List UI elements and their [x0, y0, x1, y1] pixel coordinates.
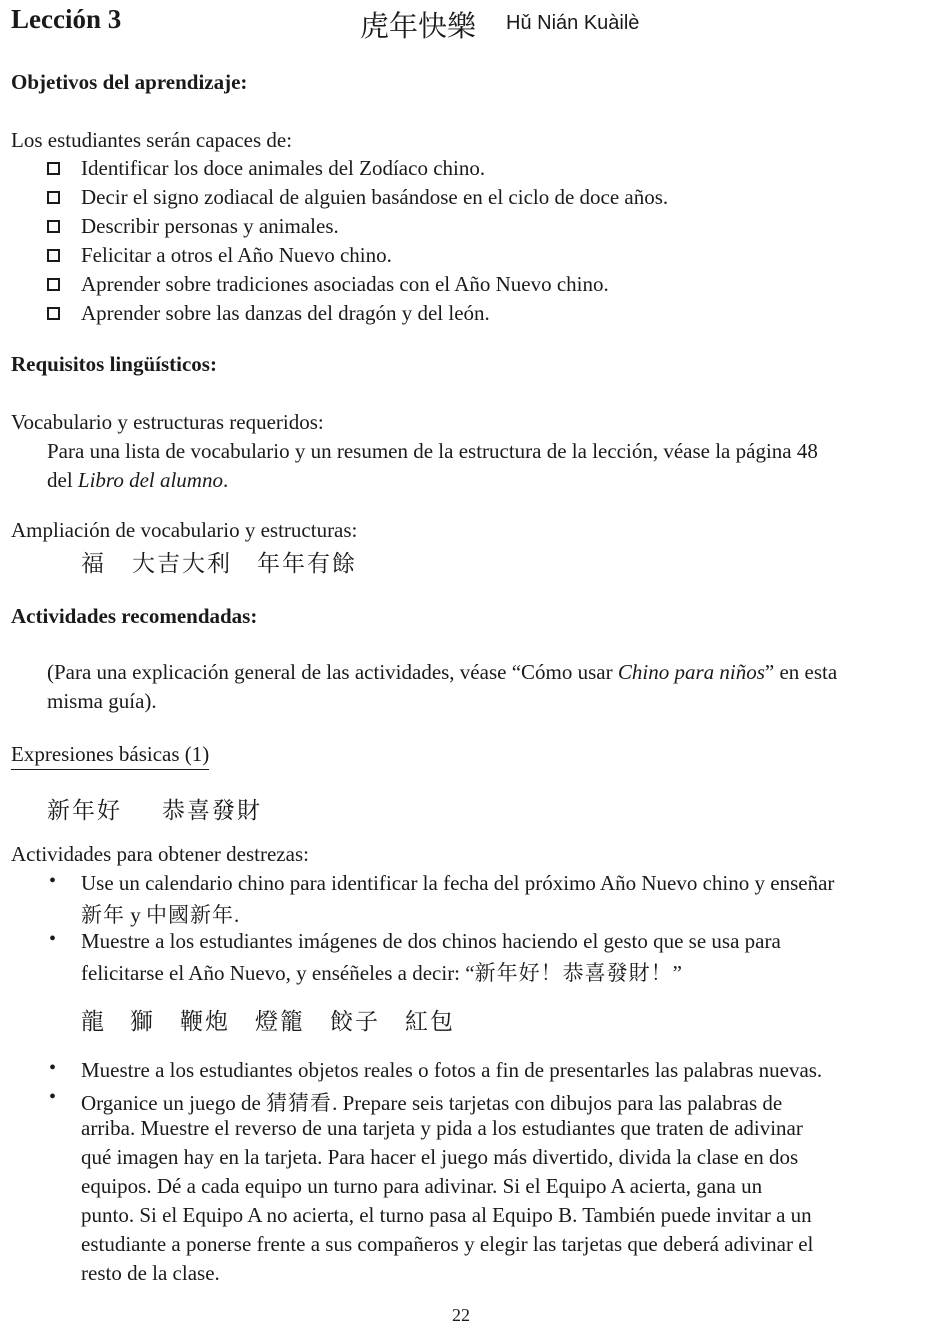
vocab-heading: Vocabulario y estructuras requeridos: — [11, 410, 324, 434]
objective-item: Decir el signo zodiacal de alguien basándose en el ciclo de doce años. — [81, 185, 669, 209]
bullet-icon: • — [49, 1057, 57, 1079]
page-number: 22 — [452, 1305, 470, 1325]
objective-item: Identificar los doce animales del Zodíaco chino. — [81, 156, 486, 180]
checkbox-icon — [47, 307, 60, 320]
vocab-word: 餃子 — [330, 1009, 380, 1035]
vocab-word: 鞭炮 — [180, 1009, 230, 1035]
skill-text-line: qué imagen hay en la tarjeta. Para hacer el juego más divertido, divida la clase en dos — [81, 1145, 799, 1169]
skill-text-line: Use un calendario chino para identificar la fecha del próximo Año Nuevo chino y enseñar — [81, 871, 835, 895]
bullet-icon: • — [49, 928, 57, 950]
vocab-word: 龍 — [81, 1009, 106, 1035]
requirements-heading: Requisitos lingüísticos: — [11, 352, 217, 376]
activities-note-line: (Para una explicación general de las actividades, véase “Cómo usar Chino para niños” en esta — [47, 660, 838, 684]
checkbox-icon — [47, 220, 60, 233]
extension-heading: Ampliación de vocabulario y estructuras: — [11, 518, 358, 542]
skill-text-line: 新年 y 中國新年. — [81, 903, 240, 927]
checkbox-icon — [47, 191, 60, 204]
objective-item: Describir personas y animales. — [81, 214, 339, 238]
vocab-text-line: del Libro del alumno. — [47, 468, 229, 492]
bullet-icon: • — [49, 1086, 57, 1108]
checkbox-icon — [47, 278, 60, 291]
extension-word: 年年有餘 — [257, 551, 357, 577]
objectives-heading: Objetivos del aprendizaje: — [11, 70, 248, 94]
skill-text-line: punto. Si el Equipo A no acierta, el turno pasa al Equipo B. También puede invitar a un — [81, 1203, 812, 1227]
skill-text-line: equipos. Dé a cada equipo un turno para adivinar. Si el Equipo A acierta, gana un — [81, 1174, 763, 1198]
objectives-intro: Los estudiantes serán capaces de: — [11, 128, 293, 152]
extension-word: 大吉大利 — [132, 551, 232, 577]
skill-text-line: Muestre a los estudiantes imágenes de dos chinos haciendo el gesto que se usa para — [81, 929, 781, 953]
skill-text-line: felicitarse el Año Nuevo, y enséñeles a decir: “新年好！恭喜發財！” — [81, 961, 682, 985]
skill-text-line: arriba. Muestre el reverso de una tarjeta y pida a los estudiantes que traten de adivinar — [81, 1116, 803, 1140]
lesson-title: Lección 3 — [11, 4, 122, 34]
checkbox-icon — [47, 162, 60, 175]
skill-text-line: Muestre a los estudiantes objetos reales o fotos a fin de presentarles las palabras nuevas. — [81, 1058, 823, 1082]
book-title: Chino para niños — [617, 660, 765, 684]
objective-item: Aprender sobre tradiciones asociadas con el Año Nuevo chino. — [81, 272, 609, 296]
activities-note-line: misma guía). — [47, 689, 157, 713]
bullet-icon: • — [49, 870, 57, 892]
book-title: Libro del alumno — [77, 468, 223, 492]
objective-item: Felicitar a otros el Año Nuevo chino. — [81, 243, 392, 267]
skill-text-line: resto de la clase. — [81, 1261, 220, 1285]
skills-heading: Actividades para obtener destrezas: — [11, 842, 309, 866]
checkbox-icon — [47, 249, 60, 262]
basic-expression: 恭喜發財 — [162, 798, 262, 824]
skill-text-line: Organice un juego de 猜猜看. Prepare seis tarjetas con dibujos para las palabras de — [81, 1091, 783, 1115]
vocab-word: 燈籠 — [255, 1009, 305, 1035]
vocab-word: 獅 — [130, 1009, 155, 1035]
basic-expression: 新年好 — [47, 798, 122, 824]
skill-text-line: estudiante a ponerse frente a sus compañeros y elegir las tarjetas que deberá adivinar el — [81, 1232, 814, 1256]
vocab-word: 紅包 — [405, 1009, 455, 1035]
objective-item: Aprender sobre las danzas del dragón y del león. — [81, 301, 490, 325]
basic-expressions-heading: Expresiones básicas (1) — [11, 742, 209, 770]
lesson-title-chinese: 虎年快樂 — [360, 9, 477, 43]
activities-heading: Actividades recomendadas: — [11, 604, 258, 628]
lesson-title-pinyin: Hǔ Nián Kuàilè — [506, 12, 640, 34]
extension-word: 福 — [81, 551, 106, 577]
vocab-text-line: Para una lista de vocabulario y un resumen de la estructura de la lección, véase la página 48 — [47, 439, 818, 463]
